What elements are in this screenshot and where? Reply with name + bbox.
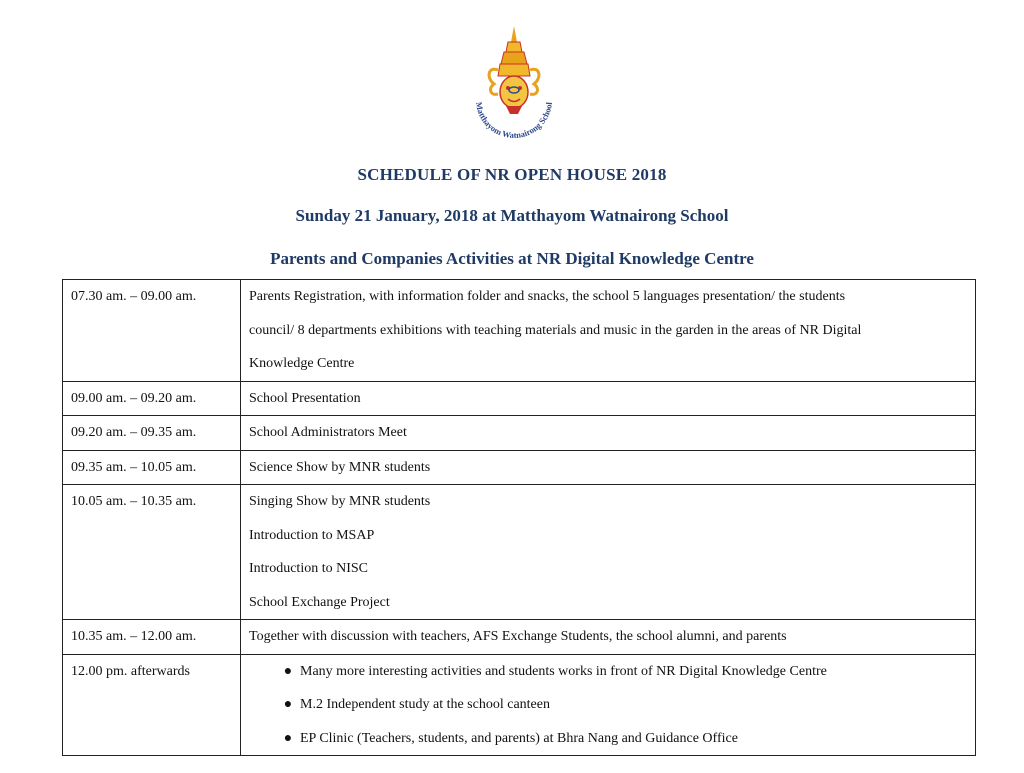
schedule-row: [63, 485, 976, 620]
schedule-activity: [241, 381, 976, 416]
schedule-table: [62, 279, 976, 756]
schedule-time: 12.00 pm. afterwards: [63, 654, 241, 756]
logo-ring-text: Matthayom Watnairong School: [473, 101, 554, 141]
schedule-activity: [241, 280, 976, 382]
bullet-text: Many more interesting activities and students works in front of NR Digital Knowledge Centre: [300, 663, 827, 679]
date-line: Sunday 21 January, 2018 at Matthayom Watnairong School: [295, 206, 729, 225]
activity-line: Knowledge Centre: [249, 356, 355, 371]
activity-line: School Exchange Project: [249, 594, 390, 610]
bullet-text: EP Clinic (Teachers, students, and parents) at Bhra Nang and Guidance Office: [300, 730, 738, 746]
schedule-time: 09.00 am. – 09.20 am.: [63, 381, 241, 416]
activity-bullet-item: [249, 655, 975, 689]
bullet-icon: ●: [283, 663, 293, 679]
activity-line: council/ 8 departments exhibitions with teaching materials and music in the garden in the areas of NR Digital: [249, 322, 862, 338]
activity-bullet-item: [249, 722, 975, 756]
activity-line: School Presentation: [249, 390, 361, 406]
schedule-time: 10.05 am. – 10.35 am.: [63, 485, 241, 620]
activity-line: Introduction to NISC: [249, 561, 368, 576]
activity-line: Science Show by MNR students: [249, 459, 431, 475]
schedule-time: 07.30 am. – 09.00 am.: [63, 280, 241, 382]
schedule-activity: [241, 485, 976, 620]
schedule-activity: [241, 450, 976, 485]
bullet-icon: ●: [283, 730, 293, 746]
subtitle: Parents and Companies Activities at NR Digital Knowledge Centre: [270, 249, 754, 268]
school-crest-icon: [466, 22, 562, 152]
schedule-row: [63, 381, 976, 416]
schedule-activity: [241, 416, 976, 451]
schedule-time: 10.35 am. – 12.00 am.: [63, 620, 241, 655]
schedule-body: [63, 280, 976, 756]
activity-line: Together with discussion with teachers, AFS Exchange Students, the school alumni, and parents: [249, 629, 787, 644]
schedule-time: 09.35 am. – 10.05 am.: [63, 450, 241, 485]
schedule-row: [63, 620, 976, 655]
schedule-activity: [241, 620, 976, 655]
schedule-activity: [241, 654, 976, 756]
schedule-row: [63, 450, 976, 485]
activity-bullet-item: [249, 688, 975, 722]
school-logo: [466, 22, 562, 152]
page-title: SCHEDULE OF NR OPEN HOUSE 2018: [357, 165, 667, 184]
activity-line: Singing Show by MNR students: [249, 494, 431, 509]
schedule-row: [63, 654, 976, 756]
activity-line: Parents Registration, with information folder and snacks, the school 5 languages presentation/ the students: [249, 289, 846, 304]
activity-line: School Administrators Meet: [249, 425, 407, 440]
activity-line: Introduction to MSAP: [249, 527, 375, 543]
schedule-row: [63, 416, 976, 451]
bullet-text: M.2 Independent study at the school canteen: [300, 697, 550, 712]
schedule-time: 09.20 am. – 09.35 am.: [63, 416, 241, 451]
bullet-icon: ●: [283, 697, 293, 712]
schedule-row: [63, 280, 976, 382]
